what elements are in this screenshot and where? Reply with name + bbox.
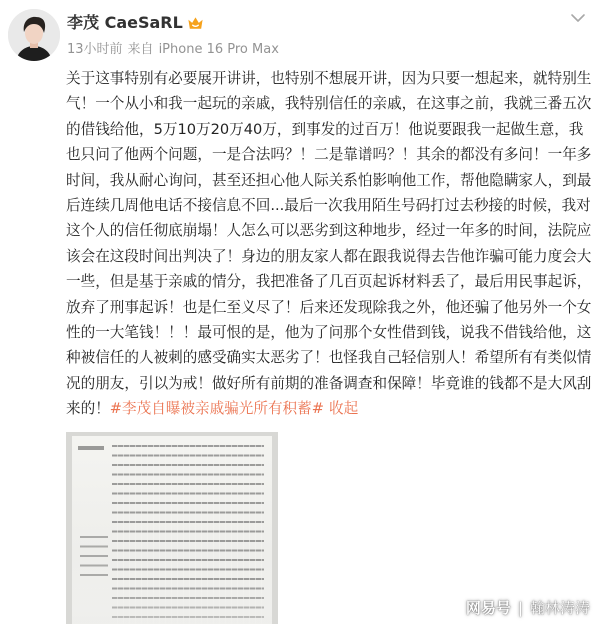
document-side-lines — [80, 536, 108, 582]
source-prefix: 来自 — [127, 42, 154, 57]
collapse-link[interactable]: 收起 — [328, 400, 359, 418]
post-text-line: 气！一个从小和我一起玩的亲戚，我特别信任的亲戚，在这事之前，我就三番五次 — [66, 95, 592, 113]
post-text-line: 关于这事特别有必要展开讲讲，也特别不想展开讲，因为只要一想起来，就特别生 — [66, 70, 592, 87]
attached-document-image[interactable] — [66, 432, 278, 624]
post-text-line: 一些，但是基于亲戚的情分，我把准备了几百页起诉材料丢了，最后用民事起诉， — [66, 273, 592, 291]
post-text-line: 况的朋友，引以为戒！做好所有前期的准备调查和保障！毕竟谁的钱都不是大风刮 — [66, 374, 592, 392]
author-name[interactable]: 李茂 CaeSaRL — [67, 13, 183, 32]
hashtag-link[interactable]: #李茂自曝被亲戚骗光所有积蓄# — [109, 400, 324, 418]
chevron-down-icon[interactable] — [568, 11, 588, 25]
post-text-line: 这个人的信任彻底崩塌！人怎么可以恶劣到这种地步，经过一年多的时间，法院应 — [66, 222, 592, 240]
post-text-end: 来的！ — [66, 400, 110, 418]
document-shadow — [72, 582, 272, 624]
post-text-last-line — [66, 396, 594, 421]
post-text-line: 后连续几周他电话不接信息不回...最后一次我用陌生号码打过去秒接的时候，我对 — [66, 196, 591, 214]
post-text — [66, 66, 594, 421]
post-text-line: 该会在这段时间出判决了！身边的朋友家人都在跟我说得去告他诈骗可能力度会大 — [66, 247, 592, 265]
post-text-line: 时间，我从耐心询问，甚至还担心他人际关系怕影响他工作，帮他隐瞒家人，到最 — [66, 171, 592, 189]
user-avatar-icon — [8, 9, 60, 61]
member-crown-icon[interactable] — [187, 15, 204, 32]
watermark-author: 翰林涛涛 — [529, 599, 590, 617]
author-row — [67, 12, 204, 34]
post-text-line: 的借钱给他，5万10万20万40万，到事发的过百万！他说要跟我一起做生意，我 — [66, 120, 584, 138]
watermark — [466, 598, 590, 618]
avatar[interactable] — [8, 9, 60, 61]
document-paper — [72, 436, 272, 624]
watermark-source: 网易号 — [465, 599, 511, 617]
post-text-line: 也只问了他两个问题，一是合法吗？！二是靠谱吗？！其余的都没有多问！一年多 — [66, 146, 592, 164]
source-device: iPhone 16 Pro Max — [158, 42, 279, 57]
post-text-line: 放弃了刑事起诉！也是仁至义尽了！后来还发现除我之外，他还骗了他另外一个女 — [66, 298, 592, 316]
post-text-line: 种被信任的人被刺的感受确实太恶劣了！也怪我自己轻信别人！希望所有有类似情 — [66, 349, 592, 367]
post-meta — [67, 41, 284, 59]
post-time[interactable]: 13小时前 — [67, 42, 123, 57]
watermark-separator: | — [517, 599, 523, 617]
document-side-label — [78, 446, 104, 450]
post-text-line: 性的一大笔钱！！！最可恨的是，他为了问那个女性借到钱，说我不借钱给他，这 — [66, 323, 592, 341]
